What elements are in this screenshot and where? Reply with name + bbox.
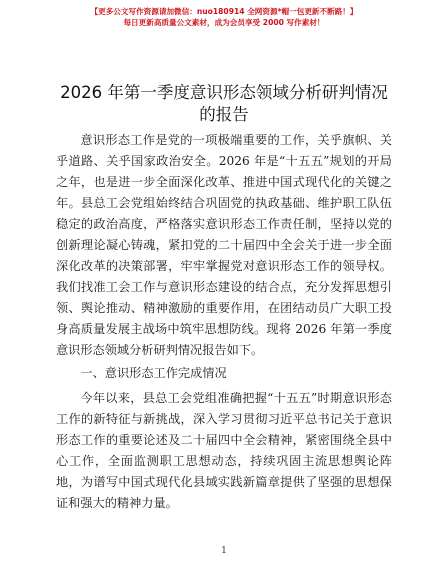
- section-heading: 一、意识形态工作完成情况: [80, 366, 227, 380]
- promo-banner-line-2: 每日更新高质量公文素材，成为会员享受 2000 写作素材！: [123, 18, 325, 27]
- section-paragraph: 今年以来，县总工会党组准确把握“十五五”时期意识形态工作的新特征与新挑战，深入学习贯彻习近平总书记关于意识形态工作的重要论述及二十届四中全会精神，紧密围绕全县中心工作，全面监测职工思想动态，持续巩固主流思想舆论阵地，为谱写中国式现代化县域实践新篇章提供了坚强的思想保证和强大的精神力量。: [56, 391, 392, 510]
- promo-banner: [0, 6, 448, 28]
- promo-banner-line-1: 【更多公文写作资源请加微信：nuo180914 全网资源*帽一包更新不断路！】: [90, 7, 358, 16]
- document-body: [56, 130, 392, 514]
- intro-paragraph: 意识形态工作是党的一项极端重要的工作，关乎旗帜、关乎道路、关乎国家政治安全。2026 年是“十五五”规划的开局之年，也是进一步全面深化改革、推进中国式现代化的关键之年。县总工会党组始终结合巩固党的执政基础、维护职工队伍稳定的政治高度，严格落实意识形态工作责任制，坚持以党的创新理论凝心铸魂，紧扣党的二十届四中全会关于进一步全面深化改革的决策部署，牢牢掌握党对意识形态工作的领导权。我们找准工会工作与意识形态建设的结合点，充分发挥思想引领、舆论推动、精神激励的重要作用，在团结动员广大职工投身高质量发展主战场中筑牢思想防线。现将 2026 年第一季度意识形态领域分析研判情况报告如下。: [56, 133, 392, 357]
- page-number: 1: [221, 546, 227, 556]
- document-title: 2026 年第一季度意识形态领域分析研判情况的报告: [60, 83, 388, 124]
